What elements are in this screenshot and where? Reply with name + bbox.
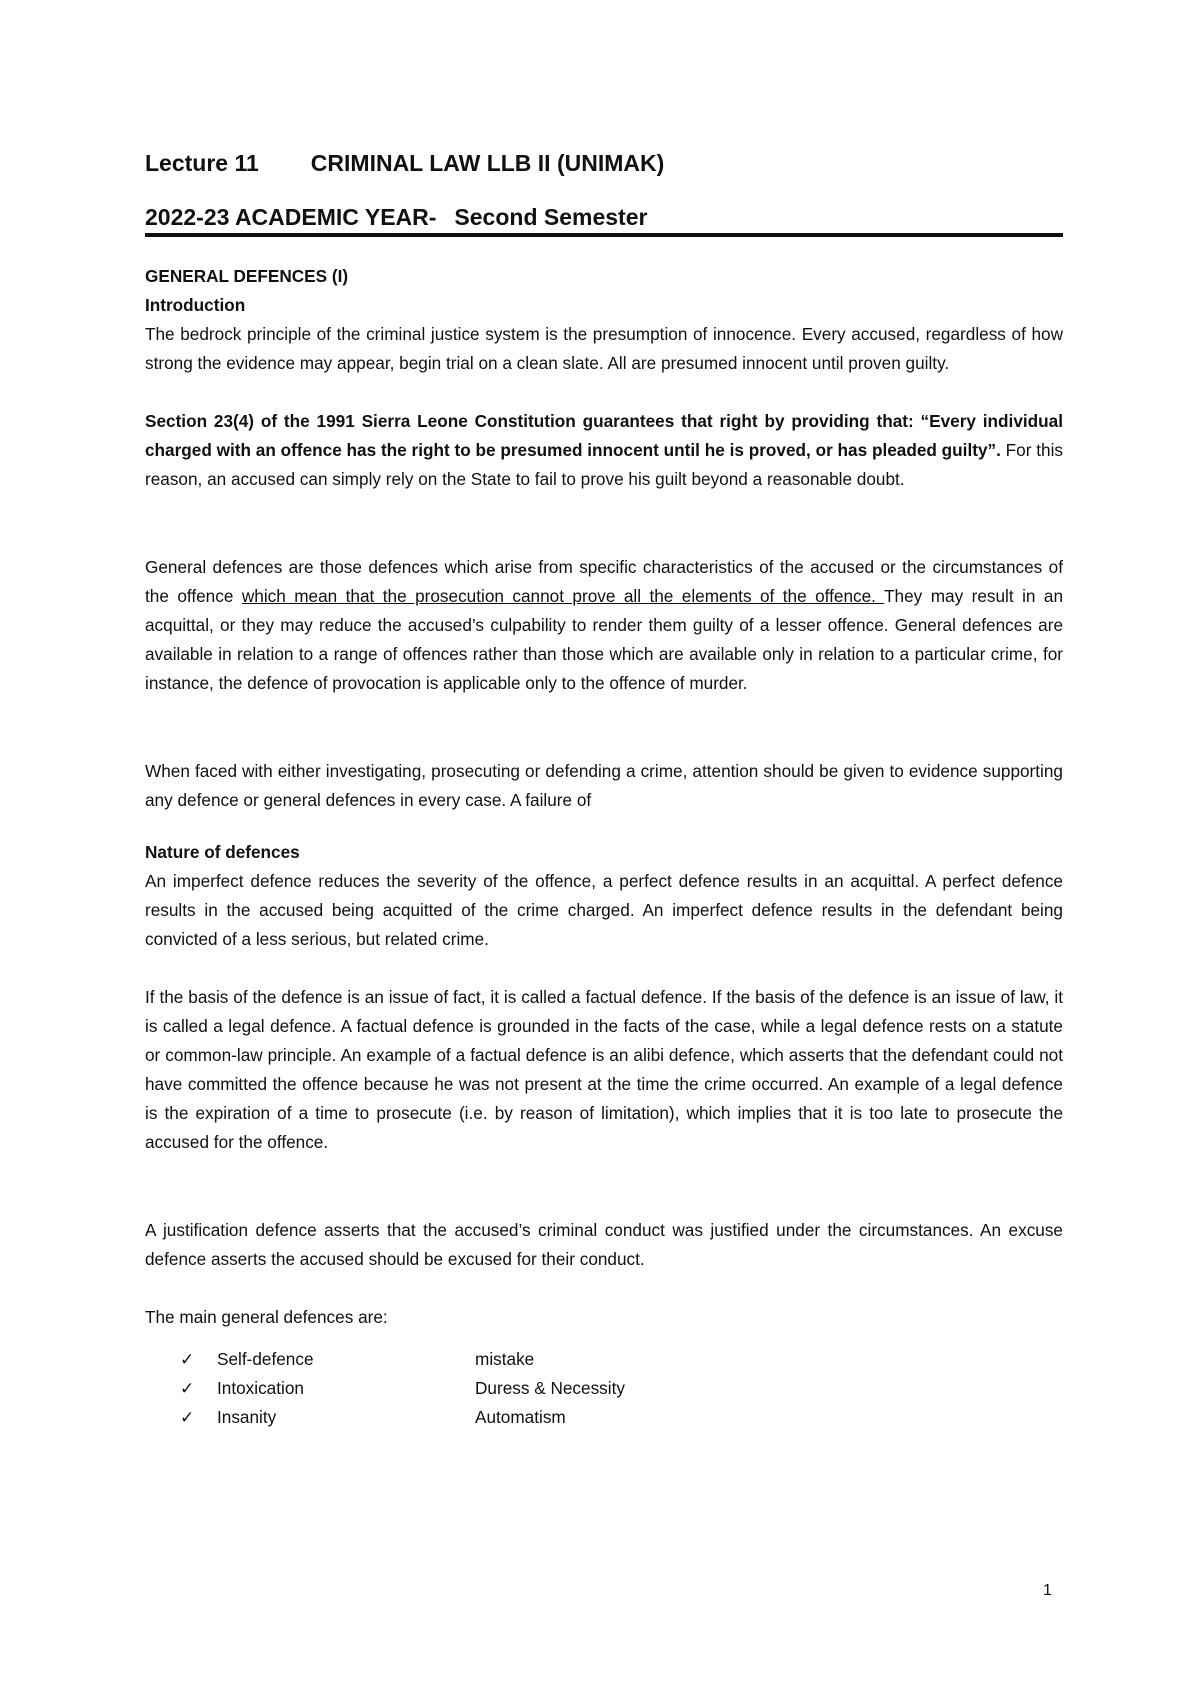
list-item [180,1374,780,1403]
course-name: CRIMINAL LAW LLB II (UNIMAK) [310,150,665,176]
constitution-quote: Section 23(4) of the 1991 Sierra Leone Constitution guarantees that right by providing that: “Every individual charged with an offence has the right to be presumed innocent until he is proved, or has pleaded guilty”. [145,411,1063,460]
defence-left: Insanity [217,1407,277,1427]
general-defences-underlined: which mean that the prosecution cannot prove all the elements of the offence. [241,586,885,606]
check-icon: ✓ [180,1350,195,1369]
faced-paragraph: When faced with either investigating, prosecuting or defending a crime, attention should be given to evidence supporting any defence or general defences in every case. A failure of [145,761,1063,810]
main-defences-intro: The main general defences are: [145,1307,388,1327]
defence-right: mistake [475,1349,535,1369]
general-defences-paragraph [145,553,1063,698]
defence-right: Automatism [475,1407,566,1427]
semester: Second Semester [454,204,648,230]
check-icon: ✓ [180,1408,195,1427]
defence-right: Duress & Necessity [475,1378,625,1398]
introduction-paragraph: The bedrock principle of the criminal justice system is the presumption of innocence. Every accused, regardless of how strong the evidence may appear, begin trial on a clean slate. All are presumed innocent until proven guilty. [145,324,1063,373]
defence-left: Self-defence [217,1349,314,1369]
basis-paragraph: If the basis of the defence is an issue of fact, it is called a factual defence. If the basis of the defence is an issue of law, it is called a legal defence. A factual defence is grounded in the facts of the case, while a legal defence rests on a statute or common-law principle. An example of a factual defence is an alibi defence, which asserts that the defendant could not have committed the offence because he was not present at the time the crime occurred. An example of a legal defence is the expiration of a time to prosecute (i.e. by reason of limitation), which implies that it is too late to prosecute the accused for the offence. [145,987,1063,1152]
defence-left: Intoxication [217,1378,304,1398]
title-divider [145,233,1063,237]
lecture-title [145,150,664,177]
page-number: 1 [1043,1582,1052,1599]
nature-heading: Nature of defences [145,842,300,862]
constitution-paragraph [145,407,1063,494]
introduction-heading: Introduction [145,295,246,315]
lecture-number: Lecture 11 [145,150,259,176]
nature-paragraph: An imperfect defence reduces the severity of the offence, a perfect defence results in an acquittal. A perfect defence results in the accused being acquitted of the crime charged. An imperfect defence results in the defendant being convicted of a less serious, but related crime. [145,871,1063,949]
check-icon: ✓ [180,1379,195,1398]
section-title: GENERAL DEFENCES (I) [145,266,349,286]
justification-paragraph: A justification defence asserts that the accused’s criminal conduct was justified under the circumstances. An excuse defence asserts the accused should be excused for their conduct. [145,1220,1063,1269]
list-item [180,1403,780,1432]
academic-year: 2022-23 ACADEMIC YEAR- [145,204,437,230]
defences-list [180,1345,780,1432]
constitution-rest: For this reason, an accused can simply rely on the State to fail to prove his guilt beyond a reasonable doubt. [145,440,1063,489]
general-defences-text-2: They may result in an acquittal, or they may reduce the accused’s culpability to render them guilty of a lesser offence. General defences are available in relation to a range of offences rather than those which are available only in relation to a particular crime, for instance, the defence of provocation is applicable only to the offence of murder. [145,586,1064,693]
general-defences-text-1: General defences are those defences which arise from specific characteristics of the accused or the circumstances of the offence [145,557,1063,606]
academic-year-title [145,204,647,231]
list-item [180,1345,780,1374]
